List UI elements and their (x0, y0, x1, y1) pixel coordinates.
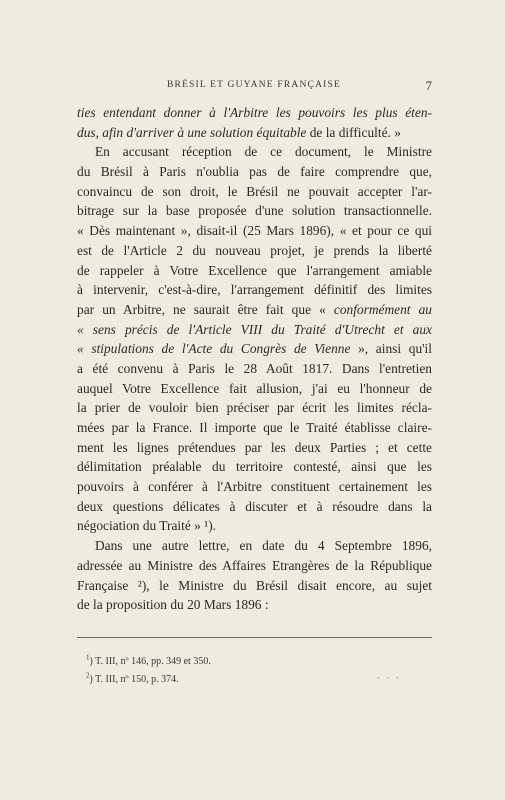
text-segment: a été convenu à Paris le 28 Août 1817. Dans l'entretien (77, 360, 432, 376)
text-segment: », ainsi qu'il (350, 341, 432, 357)
text-segment: Dans une autre lettre, en date du 4 Septembre 1896, (95, 538, 432, 554)
text-line (77, 162, 432, 182)
italic-text: « stipulations de l'Acte du Congrès de Vienne (77, 341, 351, 357)
footnotes (86, 653, 426, 689)
text-line (77, 497, 432, 517)
text-line (77, 576, 432, 596)
footnote-rule (77, 637, 432, 638)
text-line (77, 339, 432, 359)
text-segment: du Brésil à Paris n'oublia pas de faire comprendre que, (77, 164, 432, 180)
text-line (77, 320, 432, 340)
text-line (77, 201, 432, 221)
running-title: BRÉSIL ET GUYANE FRANÇAISE (167, 80, 341, 90)
italic-text: conformément au (333, 301, 432, 317)
text-segment: convaincu de son droit, le Brésil ne pouvait accepter l'ar- (77, 183, 432, 199)
text-line (77, 359, 432, 379)
text-line (77, 182, 432, 202)
footnote-text: ) T. III, nº 146, pp. 349 et 350. (89, 656, 211, 667)
text-line (77, 477, 432, 497)
text-segment: à intervenir, c'est-à-dire, l'arrangement définitif des limites (77, 282, 432, 298)
text-line (77, 556, 432, 576)
text-segment: adressée au Ministre des Affaires Etrangères de la République (77, 557, 432, 573)
text-segment: Française ²), le Ministre du Brésil disait encore, au sujet (77, 577, 432, 593)
text-line (77, 457, 432, 477)
text-line (77, 261, 432, 281)
italic-text: ties entendant donner à l'Arbitre les pouvoirs les plus éten- (77, 105, 432, 120)
text-line (77, 418, 432, 438)
footnote (86, 671, 426, 689)
italic-text: « sens précis de l'Article VIII du Traité d'Utrecht et aux (77, 321, 432, 337)
body-text (77, 103, 432, 615)
text-segment: auquel Votre Excellence fait allusion, j'ai eu l'honneur de (77, 380, 432, 396)
footnote-text: ) T. III, nº 150, p. 374. (89, 674, 179, 685)
text-segment: « Dès maintenant », disait-il (25 Mars 1896), « et pour ce qui (77, 223, 432, 239)
text-line (77, 123, 432, 143)
text-line (77, 142, 432, 162)
text-line (77, 379, 432, 399)
text-segment: de la proposition du 20 Mars 1896 : (77, 597, 269, 613)
page-smudge: - - - (377, 672, 401, 682)
text-segment: mées par la France. Il importe que le Traité établisse claire- (77, 420, 432, 435)
text-segment: de rappeler à Votre Excellence que l'arrangement amiable (77, 262, 432, 278)
page-header (74, 80, 434, 96)
text-segment: ment les lignes prétendues par les deux Parties ; et cette (77, 439, 432, 455)
text-line (77, 241, 432, 261)
text-segment: délimitation préalable du territoire contesté, ainsi que les (77, 459, 432, 475)
text-line (77, 103, 432, 123)
text-line (77, 221, 432, 241)
footnote-mark: 2 (86, 671, 90, 680)
text-segment: est de l'Article 2 du nouveau projet, je prends la liberté (77, 242, 432, 258)
text-segment: bitrage sur la base proposée d'une solution transactionnelle. (77, 203, 432, 219)
page-number: 7 (425, 78, 432, 93)
text-line (77, 300, 432, 320)
text-segment: deux questions délicates à discuter et à résoudre dans la (77, 498, 432, 514)
text-segment: En accusant réception de ce document, le Ministre (95, 144, 432, 160)
footnote-mark: 1 (86, 653, 90, 662)
text-line (77, 398, 432, 418)
text-line (77, 280, 432, 300)
text-segment: la prier de vouloir bien préciser par écrit les limites récla- (77, 400, 432, 416)
italic-text: dus, afin d'arriver à une solution équitable (77, 124, 307, 140)
text-line (77, 536, 432, 556)
text-segment: négociation du Traité » ¹). (77, 518, 217, 534)
text-line (77, 516, 432, 536)
text-segment: de la difficulté. » (306, 124, 401, 140)
text-line (77, 438, 432, 458)
footnote (86, 653, 426, 671)
text-segment: par un Arbitre, ne saurait être fait que « (77, 301, 334, 317)
text-segment: pouvoirs à conférer à l'Arbitre constituent certainement les (77, 479, 432, 495)
text-line (77, 595, 432, 615)
